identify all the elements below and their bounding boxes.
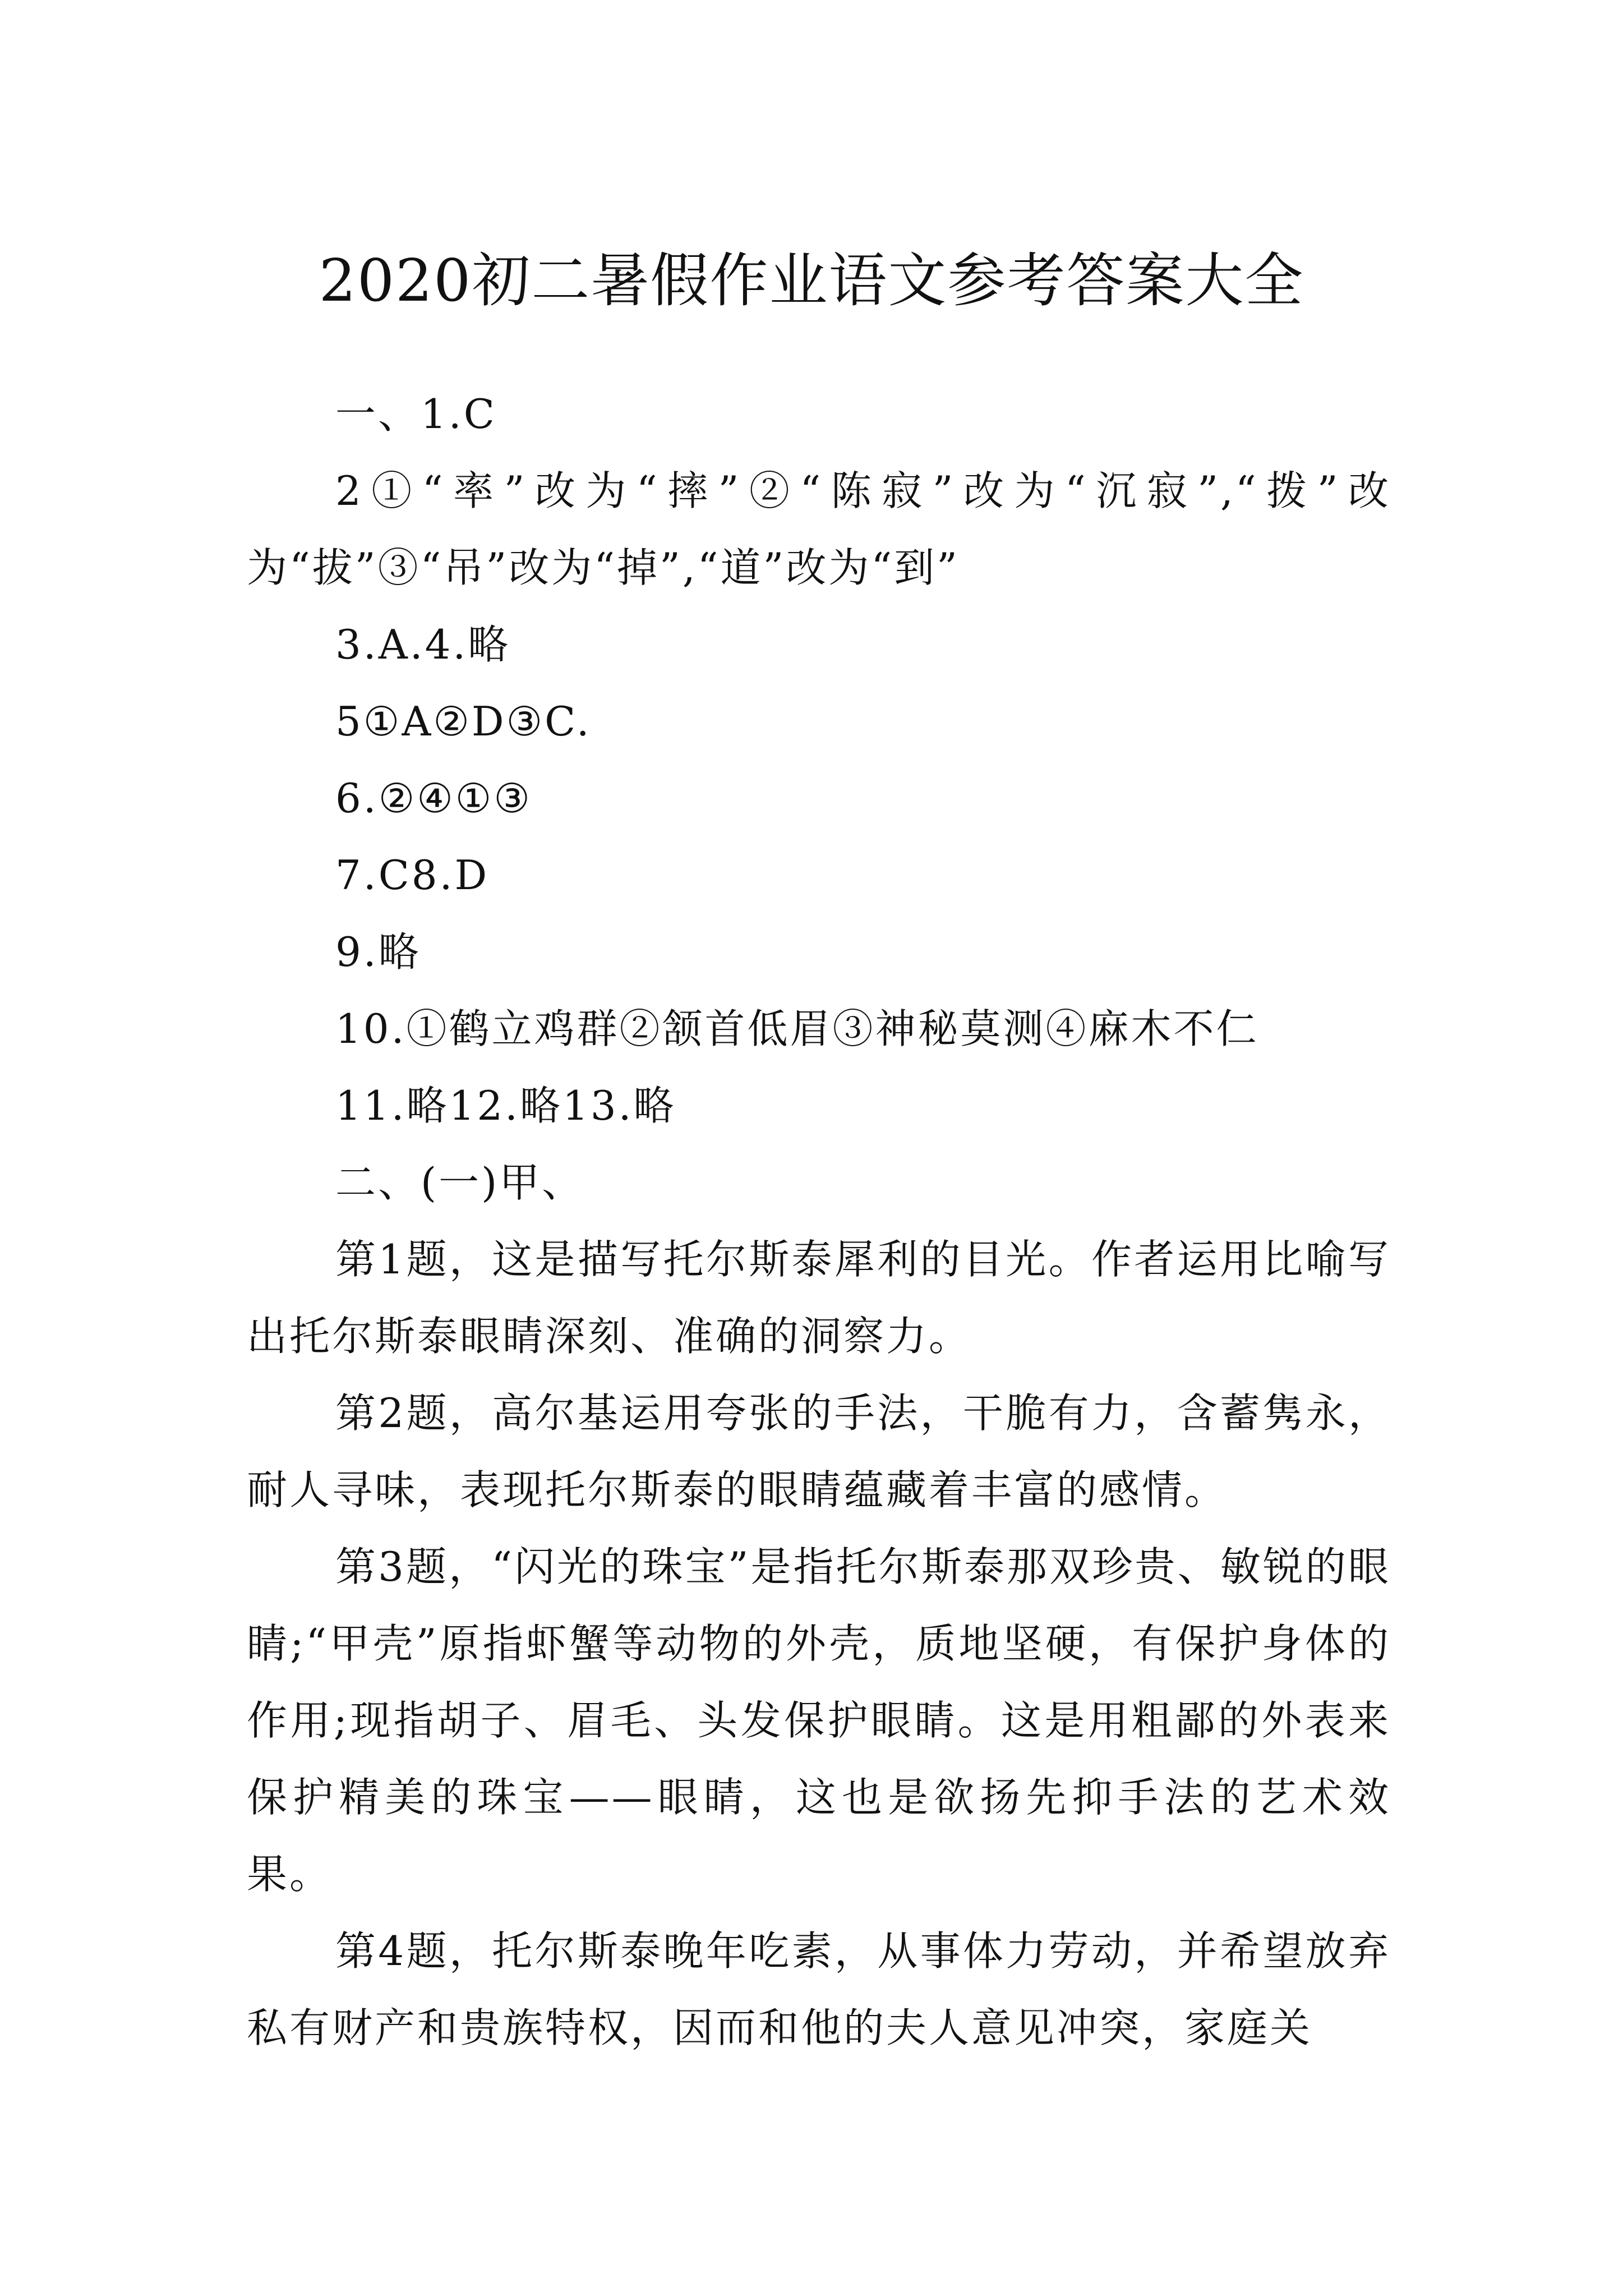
answer-paragraph: 一、1.C (335, 390, 497, 438)
answer-paragraph: 第3题，“闪光的珠宝”是指托尔斯泰那双珍贵、敏锐的眼睛;“甲壳”原指虾蟹等动物的外壳，质地坚硬，有保护身体的作用;现指胡子、眉毛、头发保护眼睛。这是用粗鄙的外表来保护精美的珠宝——眼睛，这也是欲扬先抑手法的艺术效果。 (247, 1543, 1391, 1898)
answer-paragraph: 11.略12.略13.略 (335, 1082, 676, 1129)
answer-paragraph: 10.①鹤立鸡群②颔首低眉③神秘莫测④麻木不仁 (335, 1005, 1259, 1052)
answer-paragraph: 第4题，托尔斯泰晚年吃素，从事体力劳动，并希望放弃私有财产和贵族特权，因而和他的夫人意见冲突，家庭关 (247, 1927, 1391, 2051)
answer-paragraph: 9.略 (335, 928, 421, 976)
document-title: 2020初二暑假作业语文参考答案大全 (319, 246, 1304, 315)
answer-paragraph: 第1题，这是描写托尔斯泰犀利的目光。作者运用比喻写出托尔斯泰眼睛深刻、准确的洞察力。 (247, 1236, 1391, 1360)
answer-paragraph: 7.C8.D (335, 852, 490, 899)
section-heading: 二、(一)甲、 (335, 1159, 585, 1206)
answer-paragraph: 2①“率”改为“摔”②“陈寂”改为“沉寂”,“拨”改为“拔”③“吊”改为“掉”,“道”改为“到” (247, 467, 1391, 591)
document-body (247, 376, 1391, 2067)
answer-paragraph: 6.②④①③ (335, 775, 532, 822)
answer-paragraph: 5①A②D③C. (335, 698, 592, 745)
answer-paragraph: 第2题，高尔基运用夸张的手法，干脆有力，含蓄隽永，耐人寻味，表现托尔斯泰的眼睛蕴藏着丰富的感情。 (247, 1389, 1391, 1513)
answer-paragraph: 3.A.4.略 (335, 621, 511, 668)
